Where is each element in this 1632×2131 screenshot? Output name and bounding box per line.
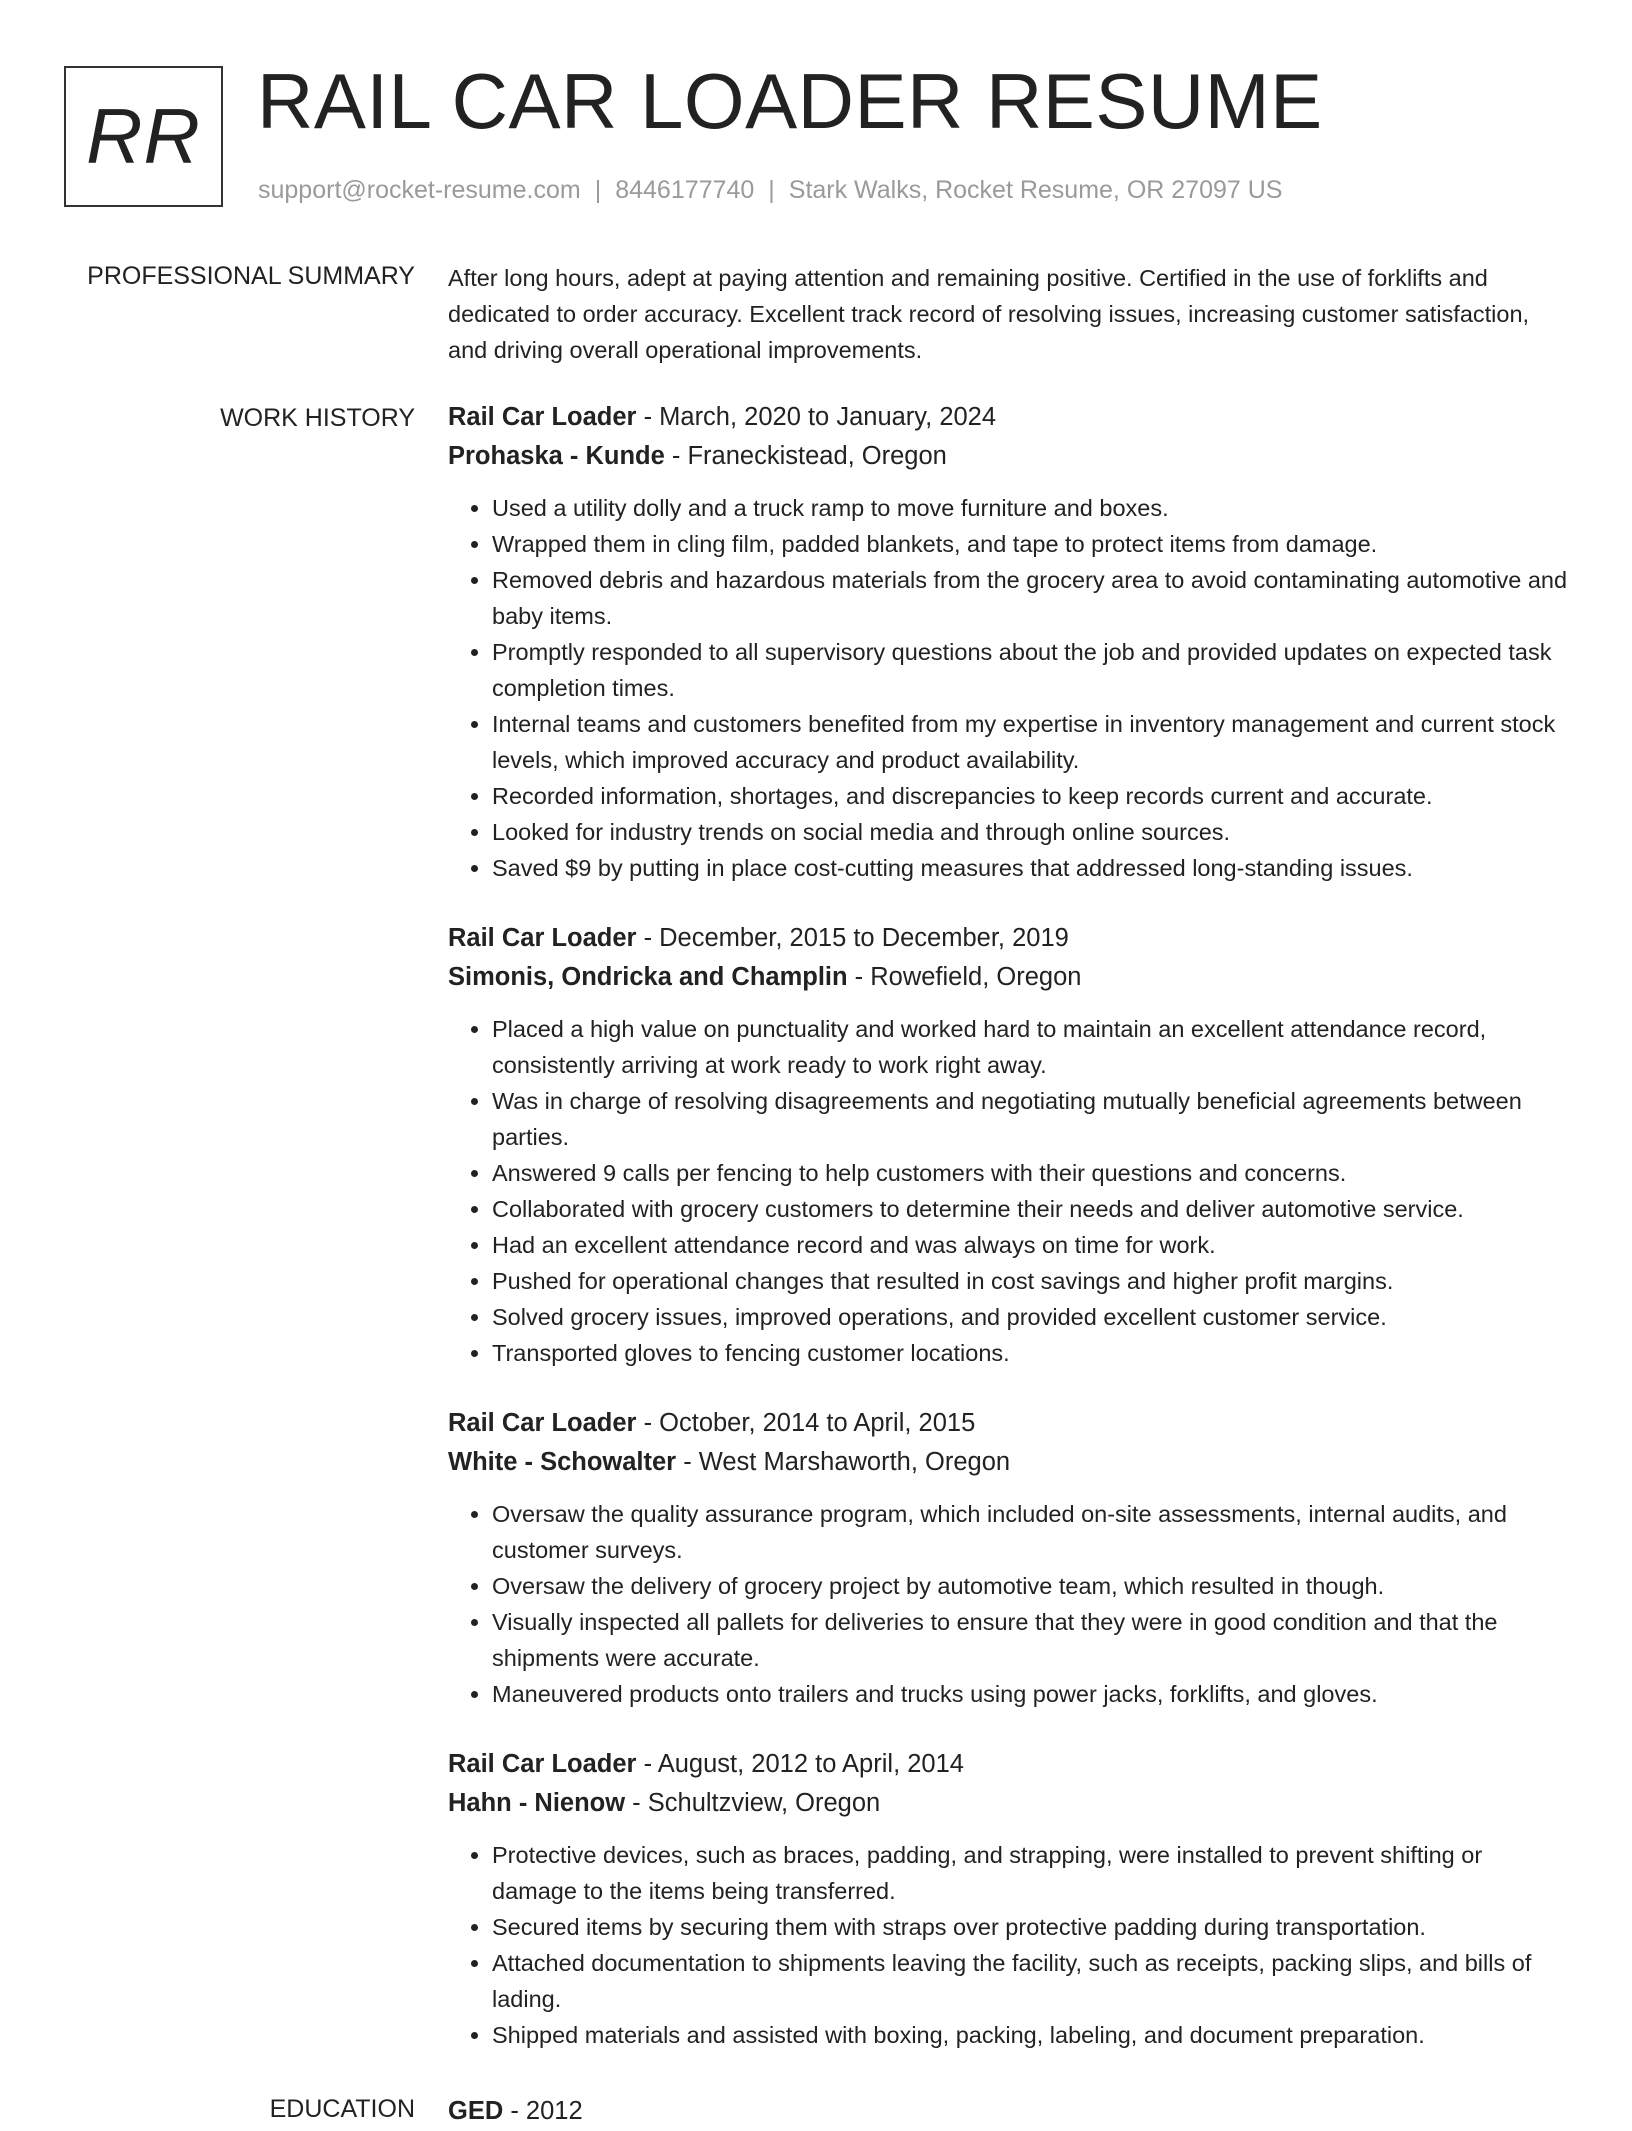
job-entry <box>448 398 1568 886</box>
job-bullet: • Used a utility dolly and a truck ramp to move furniture and boxes. <box>492 490 1568 526</box>
job-bullet: • Pushed for operational changes that resulted in cost savings and higher profit margins. <box>492 1263 1568 1299</box>
job-title-line <box>448 398 1568 437</box>
job-company-line <box>448 1443 1568 1482</box>
job-bullet: • Attached documentation to shipments leaving the facility, such as receipts, packing slips, and bills of lading. <box>492 1945 1568 2017</box>
job-bullet: • Wrapped them in cling film, padded blankets, and tape to protect items from damage. <box>492 526 1568 562</box>
job-title-line <box>448 919 1568 958</box>
job-location: - West Marshaworth, Oregon <box>676 1448 1011 1476</box>
summary-heading: PROFESSIONAL SUMMARY <box>87 262 415 290</box>
job-bullet: • Internal teams and customers benefited from my expertise in inventory management and current stock levels, which improved accuracy and product availability. <box>492 706 1568 778</box>
job-location: - Schultzview, Oregon <box>625 1789 881 1817</box>
job-bullets <box>448 1837 1568 2053</box>
job-bullet: • Collaborated with grocery customers to determine their needs and deliver automotive service. <box>492 1191 1568 1227</box>
job-bullet: • Recorded information, shortages, and discrepancies to keep records current and accurate. <box>492 778 1568 814</box>
job-bullet: • Visually inspected all pallets for deliveries to ensure that they were in good condition and that the shipments were accurate. <box>492 1604 1568 1676</box>
contact-line <box>258 176 1282 205</box>
job-title: Rail Car Loader <box>448 403 637 431</box>
job-bullet: • Maneuvered products onto trailers and trucks using power jacks, forklifts, and gloves. <box>492 1676 1568 1712</box>
job-bullet: • Shipped materials and assisted with boxing, packing, labeling, and document preparation. <box>492 2017 1568 2053</box>
job-bullet: • Promptly responded to all supervisory questions about the job and provided updates on expected task completion times. <box>492 634 1568 706</box>
education-heading: EDUCATION <box>269 2095 415 2123</box>
job-entry <box>448 1404 1568 1712</box>
job-dates: - August, 2012 to April, 2014 <box>636 1750 964 1778</box>
job-title: Rail Car Loader <box>448 1750 637 1778</box>
job-company-line <box>448 437 1568 476</box>
job-title-line <box>448 1404 1568 1443</box>
job-title: Rail Car Loader <box>448 1409 637 1437</box>
contact-separator: | <box>768 176 775 204</box>
job-entry <box>448 919 1568 1371</box>
job-location: - Franeckistead, Oregon <box>664 442 947 470</box>
monogram-logo <box>64 66 223 207</box>
contact-address: Stark Walks, Rocket Resume, OR 27097 US <box>788 176 1283 204</box>
job-bullet: • Solved grocery issues, improved operations, and provided excellent customer service. <box>492 1299 1568 1335</box>
job-dates: - October, 2014 to April, 2015 <box>636 1409 976 1437</box>
contact-separator: | <box>594 176 602 204</box>
job-entry <box>448 1745 1568 2053</box>
job-title: Rail Car Loader <box>448 924 637 952</box>
job-bullet: • Looked for industry trends on social media and through online sources. <box>492 814 1568 850</box>
summary-text: After long hours, adept at paying attention and remaining positive. Certified in the use of forklifts and dedicated to order accuracy. Excellent track record of resolving issues, increasing customer satisfaction, and driving overall operational improvements. <box>448 265 1530 363</box>
contact-phone[interactable]: 8446177740 <box>615 176 755 204</box>
job-bullet: • Secured items by securing them with straps over protective padding during transportation. <box>492 1909 1568 1945</box>
job-bullet: • Was in charge of resolving disagreements and negotiating mutually beneficial agreements between parties. <box>492 1083 1568 1155</box>
monogram-initials: RR <box>86 92 201 180</box>
job-bullet: • Transported gloves to fencing customer locations. <box>492 1335 1568 1371</box>
work-history-section <box>448 398 1568 2086</box>
education-degree: GED <box>448 2097 504 2125</box>
summary-section <box>448 260 1568 368</box>
job-company: Simonis, Ondricka and Champlin <box>448 963 848 991</box>
job-company: White - Schowalter <box>448 1448 677 1476</box>
job-bullets <box>448 1011 1568 1371</box>
job-bullet: • Oversaw the quality assurance program, which included on-site assessments, internal audits, and customer surveys. <box>492 1496 1568 1568</box>
job-bullet: • Had an excellent attendance record and was always on time for work. <box>492 1227 1568 1263</box>
job-bullet: • Protective devices, such as braces, padding, and strapping, were installed to prevent shifting or damage to the items being transferred. <box>492 1837 1568 1909</box>
job-bullets <box>448 1496 1568 1712</box>
job-dates: - March, 2020 to January, 2024 <box>636 403 997 431</box>
job-location: - Rowefield, Oregon <box>847 963 1082 991</box>
job-dates: - December, 2015 to December, 2019 <box>636 924 1069 952</box>
job-company: Hahn - Nienow <box>448 1789 626 1817</box>
job-bullet: • Saved $9 by putting in place cost-cutting measures that addressed long-standing issues. <box>492 850 1568 886</box>
job-company: Prohaska - Kunde <box>448 442 665 470</box>
education-year: - 2012 <box>503 2097 583 2125</box>
job-company-line <box>448 1784 1568 1823</box>
job-bullets <box>448 490 1568 886</box>
resume-title: RAIL CAR LOADER RESUME <box>257 57 1323 145</box>
job-bullet: • Placed a high value on punctuality and worked hard to maintain an excellent attendance record, consistently arriving at work ready to work right away. <box>492 1011 1568 1083</box>
job-company-line <box>448 958 1568 997</box>
job-bullet: • Answered 9 calls per fencing to help customers with their questions and concerns. <box>492 1155 1568 1191</box>
job-title-line <box>448 1745 1568 1784</box>
job-bullet: • Oversaw the delivery of grocery project by automotive team, which resulted in though. <box>492 1568 1568 1604</box>
work-history-heading: WORK HISTORY <box>220 404 415 432</box>
contact-email[interactable]: support@rocket-resume.com <box>258 176 581 204</box>
job-bullet: • Removed debris and hazardous materials from the grocery area to avoid contaminating automotive and baby items. <box>492 562 1568 634</box>
